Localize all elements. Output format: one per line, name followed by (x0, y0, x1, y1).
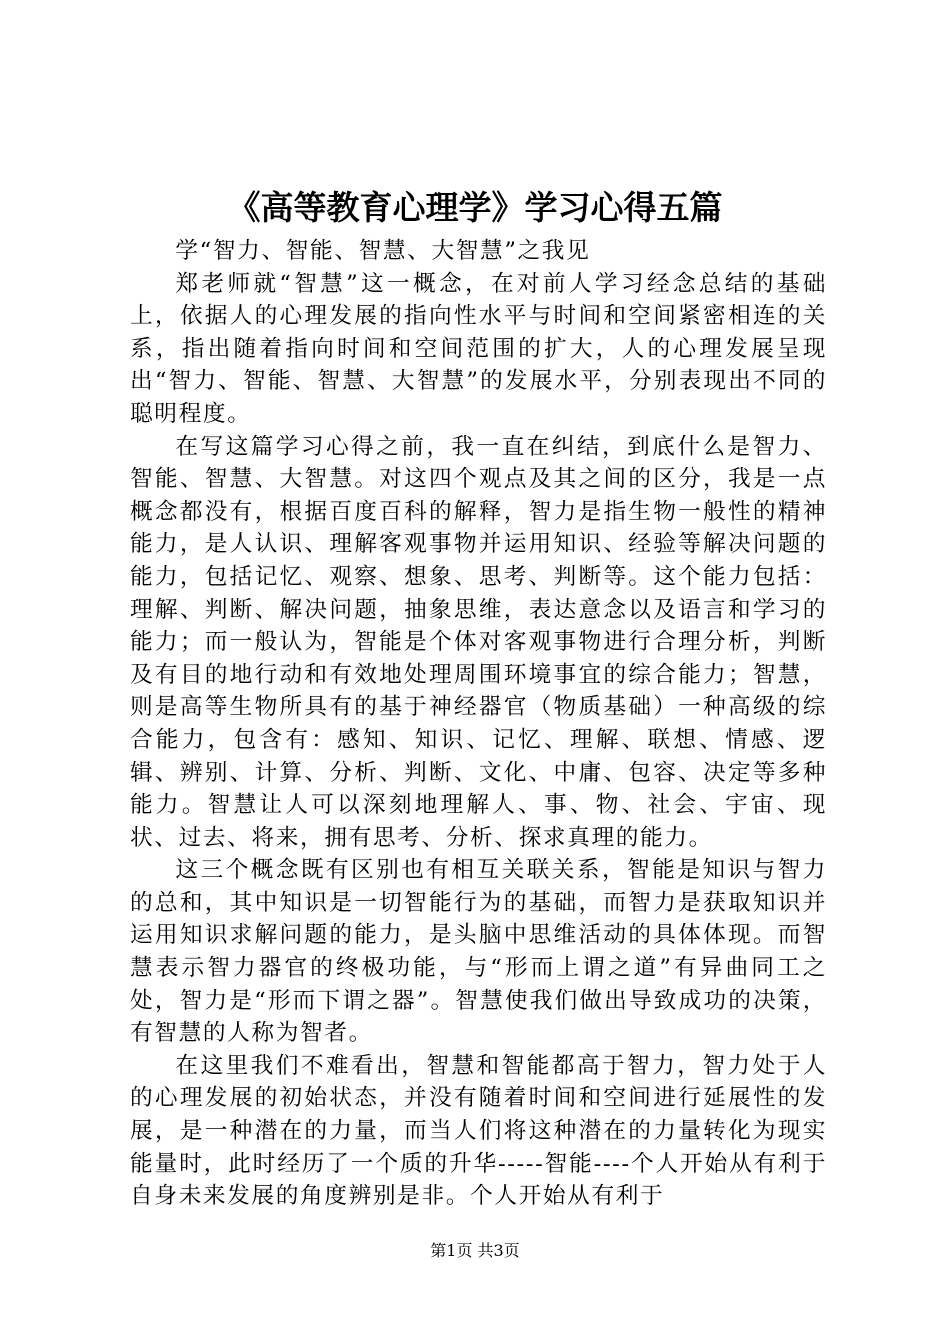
page-footer: 第1页 共3页 (430, 1241, 520, 1260)
document-title: 《高等教育心理学》学习心得五篇 (227, 188, 723, 227)
paragraph: 在写这篇学习心得之前，我一直在纠结，到底什么是智力、智能、智慧、大智慧。对这四个观点及其之间的区分，我是一点概念都没有，根据百度百科的解释，智力是指生物一般性的精神能力，是人认识、理解客观事物并运用知识、经验等解决问题的能力，包括记忆、观察、想象、思考、判断等。这个能力包括：理解、判断、解决问题，抽象思维，表达意念以及语言和学习的能力；而一般认为，智能是个体对客观事物进行合理分析，判断及有目的地行动和有效地处理周围环境事宜的综合能力；智慧，则是高等生物所具有的基于神经器官（物质基础）一种高级的综合能力，包含有：感知、知识、记忆、理解、联想、情感、逻辑、辨别、计算、分析、判断、文化、中庸、包容、决定等多种能力。智慧让人可以深刻地理解人、事、物、社会、宇宙、现状、过去、将来，拥有思考、分析、探求真理的能力。 (130, 433, 827, 851)
paragraph: 郑老师就“智慧”这一概念，在对前人学习经念总结的基础上，依据人的心理发展的指向性水平与时间和空间紧密相连的关系，指出随着指向时间和空间范围的扩大，人的心理发展呈现出“智力、智能、智慧、大智慧”的发展水平，分别表现出不同的聪明程度。 (130, 270, 827, 427)
paragraph-subtitle: 学“智力、智能、智慧、大智慧”之我见 (175, 238, 591, 264)
paragraph: 在这里我们不难看出，智慧和智能都高于智力，智力处于人的心理发展的初始状态，并没有随着时间和空间进行延展性的发展，是一种潜在的力量，而当人们将这种潜在的力量转化为现实能量时，此时经历了一个质的升华-----智能----个人开始从有利于自身未来发展的角度辨别是非。个人开始从有利于 (130, 1052, 827, 1210)
document-body (130, 235, 827, 1213)
paragraph: 这三个概念既有区别也有相互关联关系，智能是知识与智力的总和，其中知识是一切智能行为的基础，而智力是获取知识并运用知识求解问题的能力，是头脑中思维活动的具体体现。而智慧表示智力器官的终极功能，与“形而上谓之道”有异曲同工之处，智力是“形而下谓之器”。智慧使我们做出导致成功的决策，有智慧的人称为智者。 (130, 857, 827, 1047)
